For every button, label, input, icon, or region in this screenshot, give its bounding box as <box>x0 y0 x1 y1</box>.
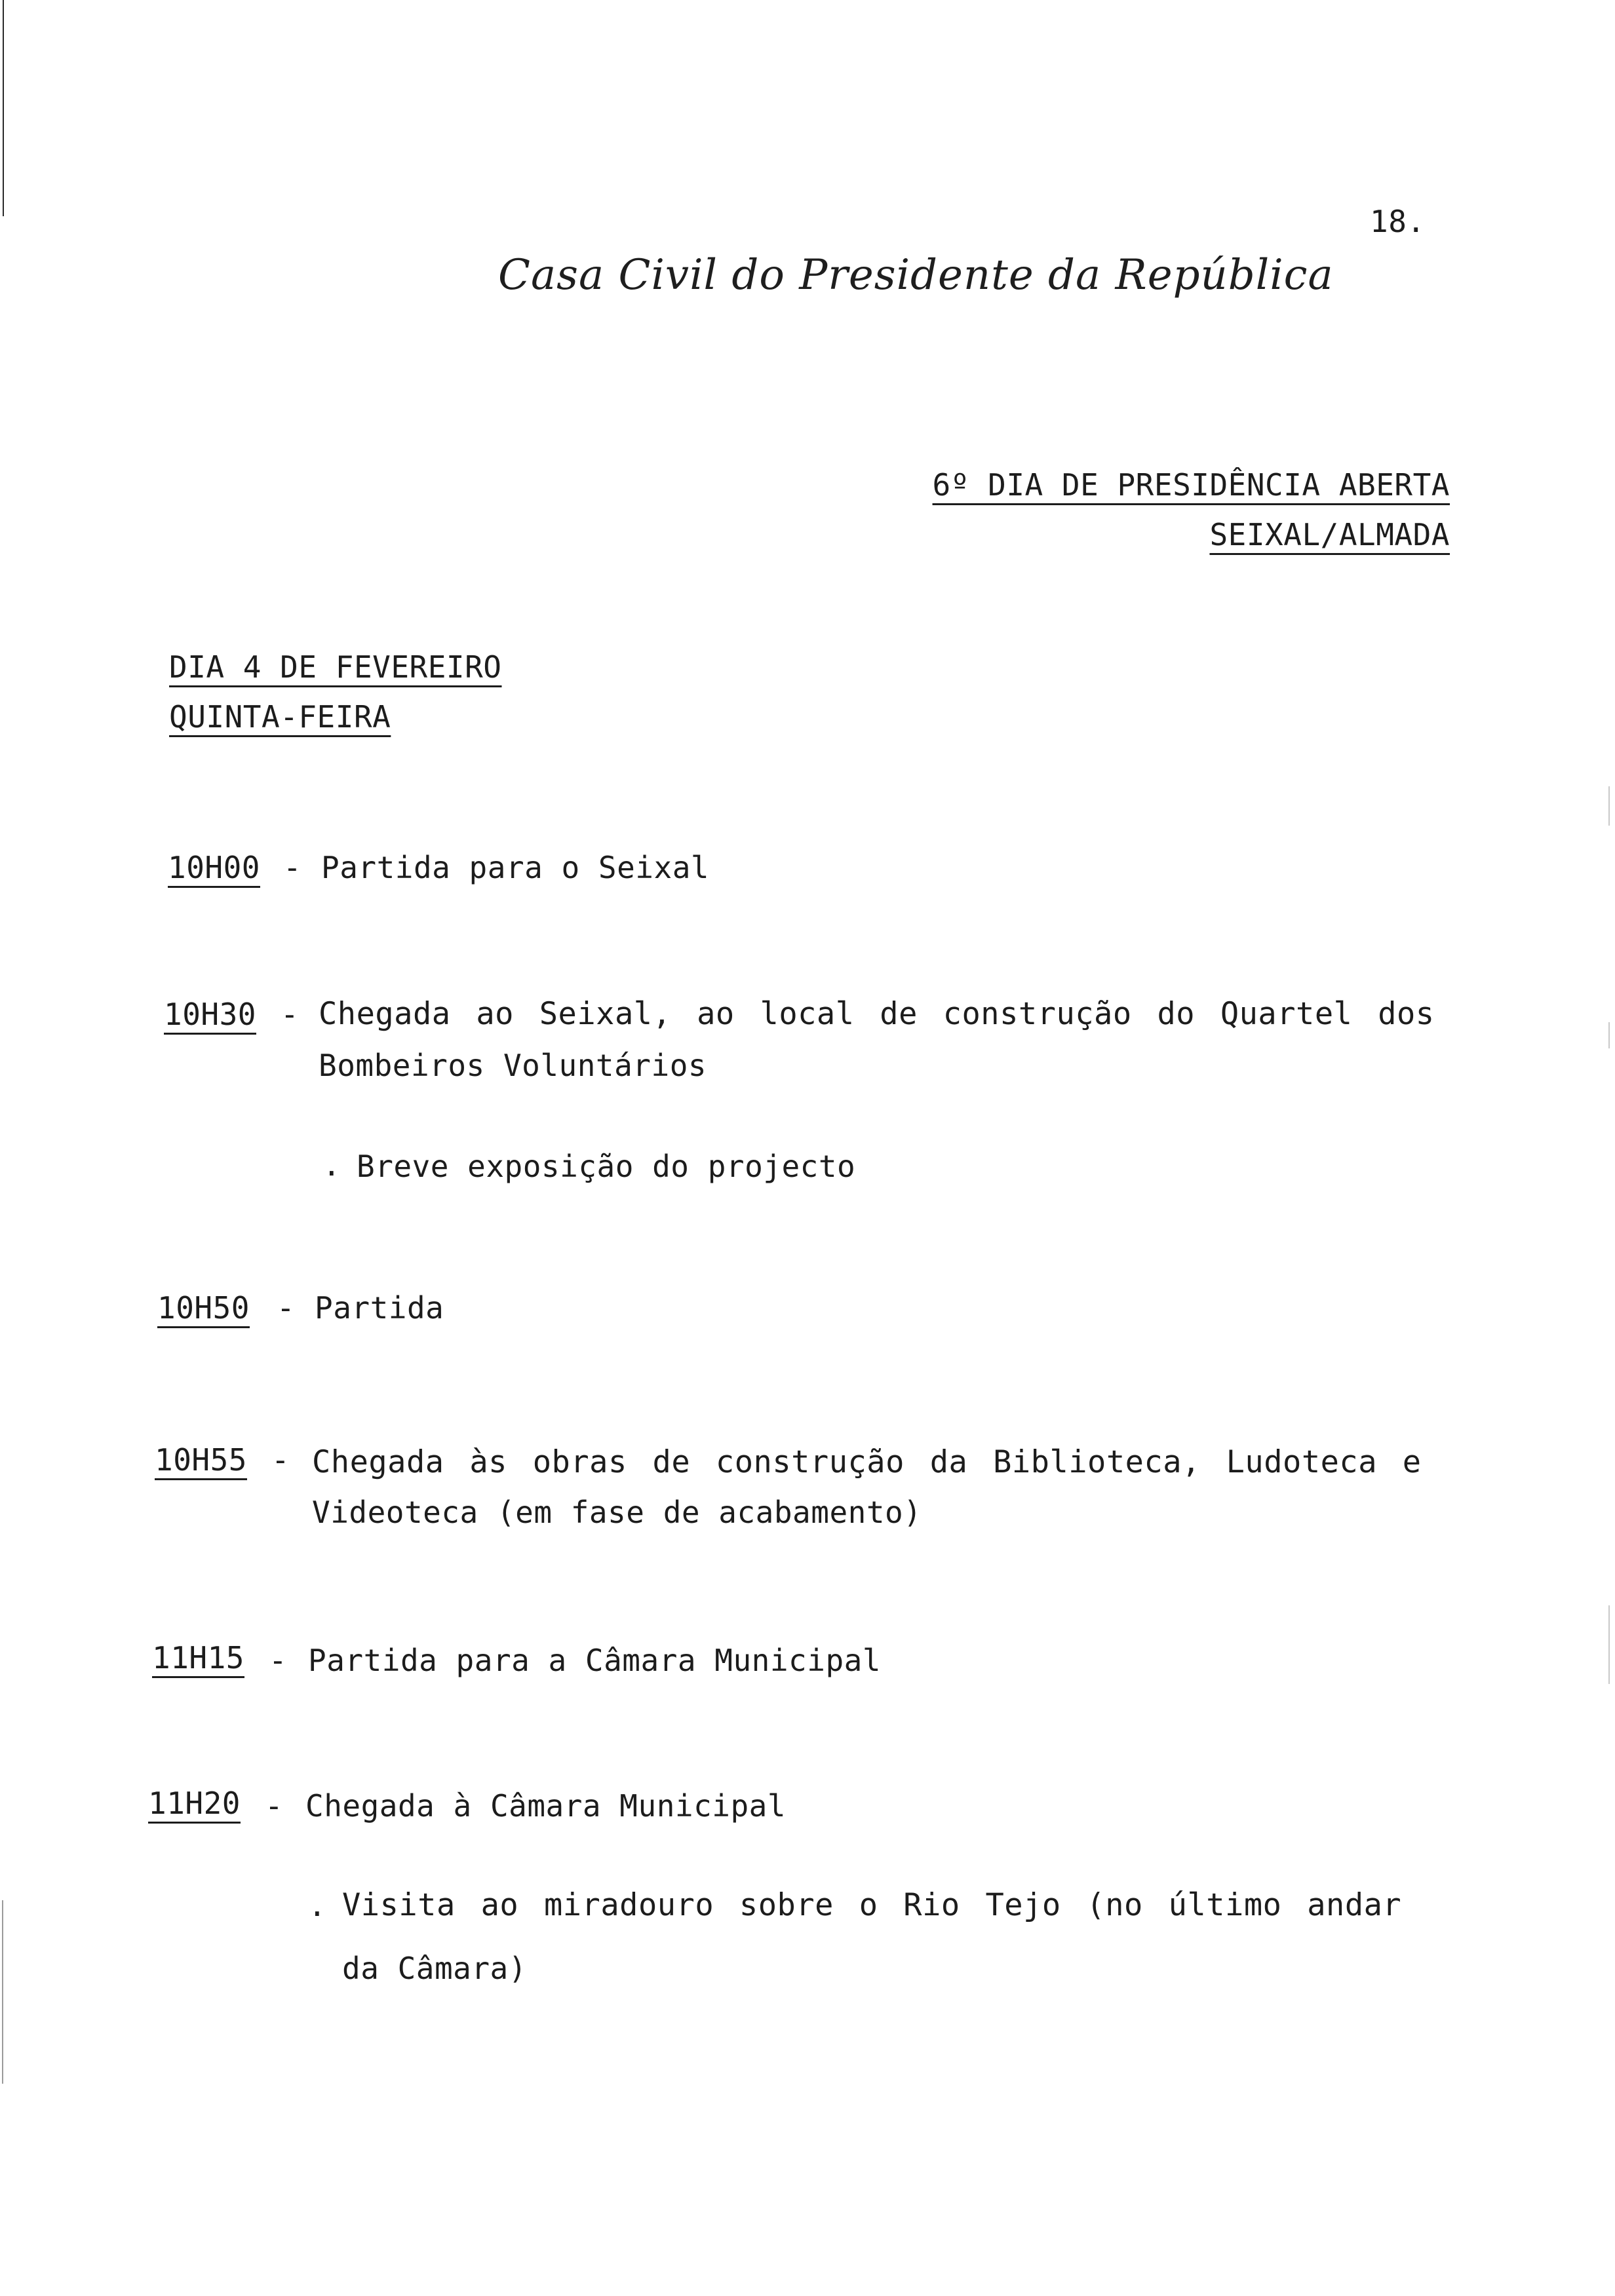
entry-text: Chegada à Câmara Municipal <box>305 1788 787 1824</box>
entry-dash: - <box>271 1442 290 1478</box>
entry-text: Partida <box>315 1290 444 1326</box>
scan-mark <box>1608 786 1610 826</box>
bullet-marker: . <box>308 1888 327 1923</box>
entry-text-continued: Videoteca (em fase de acabamento) <box>312 1495 922 1530</box>
page-number: 18. <box>1370 204 1426 239</box>
entry-dash: - <box>277 1290 296 1326</box>
entry-time: 10H00 <box>168 850 260 885</box>
entry-text: Chegada ao Seixal, ao local de construção do Quartel dos <box>319 996 1435 1032</box>
entry-dash: - <box>269 1643 288 1678</box>
entry-time: 10H50 <box>157 1290 250 1326</box>
entry-time: 11H15 <box>152 1640 244 1675</box>
sub-item-text: Visita ao miradouro sobre o Rio Tejo (no último andar <box>342 1887 1402 1923</box>
entry-text-continued: Bombeiros Voluntários <box>319 1048 707 1083</box>
sub-item-text-continued: da Câmara) <box>342 1951 527 1986</box>
entry-text: Partida para a Câmara Municipal <box>308 1643 882 1678</box>
weekday-line: QUINTA-FEIRA <box>169 699 391 735</box>
entry-time: 10H55 <box>155 1442 247 1478</box>
entry-dash: - <box>265 1788 284 1824</box>
letterhead: Casa Civil do Presidente da República <box>498 251 1334 299</box>
scan-mark <box>1608 1605 1610 1684</box>
heading-title: 6º DIA DE PRESIDÊNCIA ABERTA <box>932 467 1450 503</box>
entry-time: 11H20 <box>148 1786 241 1821</box>
entry-text: Partida para o Seixal <box>321 850 710 885</box>
scan-edge-line-lower <box>2 1900 3 2084</box>
entry-dash: - <box>281 997 300 1032</box>
entry-text: Chegada às obras de construção da Biblioteca, Ludoteca e <box>312 1444 1422 1480</box>
entry-dash: - <box>283 850 302 885</box>
heading-subtitle: SEIXAL/ALMADA <box>1209 517 1450 552</box>
date-line: DIA 4 DE FEVEREIRO <box>169 649 502 685</box>
sub-item-text: Breve exposição do projecto <box>357 1149 856 1184</box>
entry-time: 10H30 <box>164 997 256 1032</box>
scan-mark <box>1608 1022 1610 1048</box>
scan-edge-line <box>3 0 4 216</box>
bullet-marker: . <box>322 1147 341 1183</box>
